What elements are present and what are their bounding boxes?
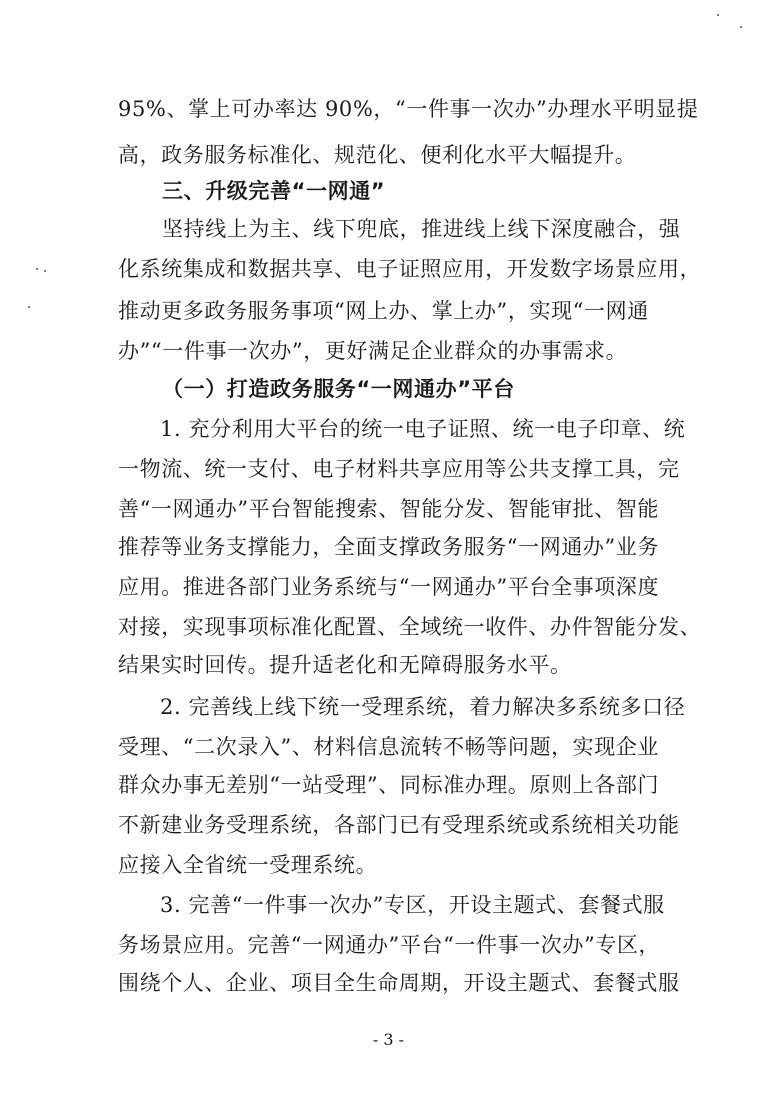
body-line: 化系统集成和数据共享、电子证照应用，开发数字场景应用，	[118, 257, 702, 281]
scan-speck	[740, 26, 742, 28]
body-line: 应接入全省统一受理系统。	[118, 853, 378, 877]
body-line: 群众办事无差别“一站受理”、同标准办理。原则上各部门	[118, 773, 660, 797]
body-line: 推荐等业务支撑能力，全面支撑政务服务“一网通办”业务	[118, 535, 660, 559]
section-heading: 三、升级完善“一网通”	[162, 179, 386, 203]
scan-speck	[717, 14, 719, 16]
body-line: 不新建业务受理系统，各部门已有受理系统或系统相关功能	[118, 813, 680, 837]
body-line: 对接，实现事项标准化配置、全域统一收件、办件智能分发、	[118, 615, 702, 639]
body-line: 受理、“二次录入”、材料信息流转不畅等问题，实现企业	[118, 735, 660, 759]
body-line: 2. 完善线上线下统一受理系统，着力解决多系统多口径	[160, 695, 686, 719]
body-line: 结果实时回传。提升适老化和无障碍服务水平。	[118, 653, 572, 677]
body-line: 高，政务服务标准化、规范化、便利化水平大幅提升。	[118, 143, 637, 167]
body-line: 3. 完善“一件事一次办”专区，开设主题式、套餐式服	[160, 893, 665, 917]
body-line: 推动更多政务服务事项“网上办、掌上办”，实现“一网通	[118, 299, 649, 323]
body-line: 办”“一件事一次办”，更好满足企业群众的办事需求。	[118, 339, 628, 363]
body-line: 1. 充分利用大平台的统一电子证照、统一电子印章、统	[160, 417, 686, 441]
body-line: 一物流、统一支付、电子材料共享应用等公共支撑工具，完	[118, 457, 680, 481]
page-number: - 3 -	[372, 1030, 405, 1049]
body-line: 善“一网通办”平台智能搜索、智能分发、智能审批、智能	[118, 497, 660, 521]
body-line: 坚持线上为主、线下兜底，推进线上线下深度融合，强	[162, 217, 681, 241]
subsection-heading: （一）打造政务服务“一网通办”平台	[162, 377, 515, 401]
body-line: 95%、掌上可办率达 90%，“一件事一次办”办理水平明显提	[118, 97, 699, 121]
body-line: 务场景应用。完善“一网通办”平台“一件事一次办”专区，	[118, 933, 661, 957]
body-line: 围绕个人、企业、项目全生命周期，开设主题式、套餐式服	[118, 971, 680, 995]
body-line: 应用。推进各部门业务系统与“一网通办”平台全事项深度	[118, 575, 660, 599]
